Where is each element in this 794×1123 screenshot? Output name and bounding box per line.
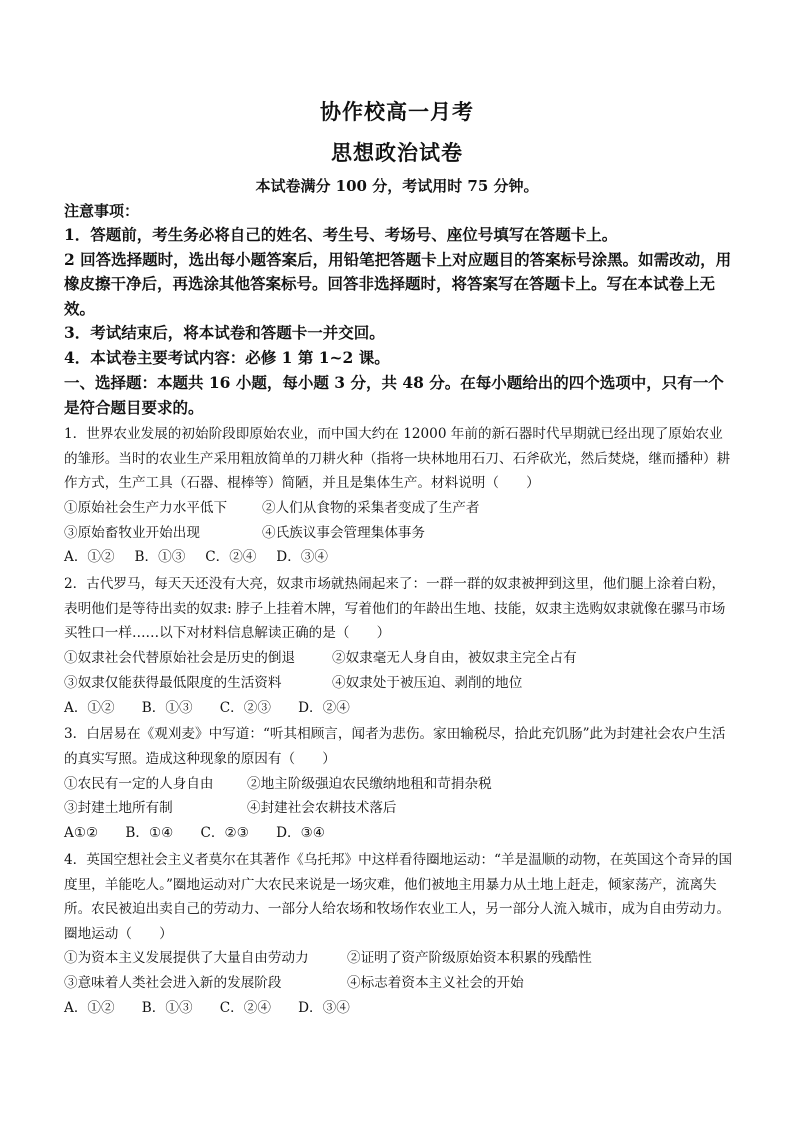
option-2: ②证明了资产阶级原始资本积累的残酷性 <box>347 950 592 967</box>
option-1: ①农民有一定的人身自由 <box>64 775 214 792</box>
option-4: ④封建社会农耕技术落后 <box>247 800 397 817</box>
option-4: ④氏族议事会管理集体事务 <box>262 524 426 541</box>
notice-item: 3．考试结束后，将本试卷和答题卡一并交回。 <box>64 323 385 342</box>
option-row <box>64 971 736 996</box>
option-row <box>64 946 736 971</box>
answer-choices: A．①② B．①③ C．②③ D．②④ <box>64 699 350 716</box>
option-2: ②地主阶级强迫农民缴纳地租和苛捐杂税 <box>247 775 492 792</box>
notice-item: 2 回答选择题时，选出每小题答案后，用铅笔把答题卡上对应题目的答案标号涂黑。如需改动，用橡皮擦干净后，再选涂其他答案标号。回答非选择题时，将答案写在答题卡上。写在本试卷上无效。 <box>64 249 732 318</box>
question-1 <box>64 422 736 570</box>
question-3 <box>64 722 736 846</box>
question-4 <box>64 848 736 1021</box>
option-2: ②人们从食物的采集者变成了生产者 <box>262 499 480 516</box>
option-4: ④标志着资本主义社会的开始 <box>347 975 524 992</box>
exam-content <box>64 199 736 1021</box>
answer-choices: A①② B．①④ C．②③ D．③④ <box>64 825 325 842</box>
option-1: ①奴隶社会代替原始社会是历史的倒退 <box>64 649 296 666</box>
answer-choices: A．①② B．①③ C．②④ D．③④ <box>64 549 328 566</box>
option-row <box>64 646 736 671</box>
notice-heading: 注意事项： <box>64 202 140 220</box>
option-4: ④奴隶处于被压迫、剥削的地位 <box>332 674 523 691</box>
notice-item: 1．答题前，考生务必将自己的姓名、考生号、考场号、座位号填写在答题卡上。 <box>64 225 618 244</box>
question-stem: 3．白居易在《观刈麦》中写道：“听其相顾言，闻者为悲伤。家田输税尽，拾此充饥肠”此为封建社会农户生活的真实写照。造成这种现象的原因有（ ） <box>64 726 726 767</box>
option-row <box>64 671 736 696</box>
option-2: ②奴隶毫无人身自由，被奴隶主完全占有 <box>332 649 577 666</box>
option-1: ①为资本主义发展提供了大量自由劳动力 <box>64 950 309 967</box>
option-row <box>64 796 736 821</box>
question-stem: 1．世界农业发展的初始阶段即原始农业，而中国大约在 12000 年前的新石器时代早期就已经出现了原始农业的雏形。当时的农业生产采用粗放简单的刀耕火种（指将一块林地用石刀、石斧砍光，然后焚烧，继而播种）耕作方式，生产工具（石器、棍棒等）简陋，并且是集体生产。材料说明（ ） <box>64 426 731 492</box>
exam-subject: 思想政治试卷 <box>331 140 463 165</box>
question-2 <box>64 572 736 720</box>
option-3: ③意味着人类社会进入新的发展阶段 <box>64 975 282 992</box>
option-3: ③封建土地所有制 <box>64 800 173 817</box>
option-3: ③奴隶仅能获得最低限度的生活资料 <box>64 674 282 691</box>
option-1: ①原始社会生产力水平低下 <box>64 499 228 516</box>
exam-title: 协作校高一月考 <box>320 99 474 124</box>
question-stem: 2．古代罗马，每天天还没有大亮，奴隶市场就热闹起来了：一群一群的奴隶被押到这里，他们腿上涂着白粉，表明他们是等待出卖的奴隶: 脖子上挂着木牌，写着他们的年龄出生地、技能，奴隶主选购奴隶就像在骡马市场买牲口一样……以下对材料信息解读正确的是（ ） <box>64 576 726 642</box>
question-stem: 4．英国空想社会主义者莫尔在其著作《乌托邦》中这样看待圈地运动：“羊是温顺的动物，在英国这个奇异的国度里，羊能吃人。”圈地运动对广大农民来说是一场灾难，他们被地主用暴力从土地上赶走，倾家荡产，流离失所。农民被迫出卖自己的劳动力、一部分人给农场和牧场作农业工人，另一部分人流入城市，成为自由劳动力。圈地运动（ ） <box>64 851 733 942</box>
option-row <box>64 521 736 546</box>
option-3: ③原始畜牧业开始出现 <box>64 524 200 541</box>
section-heading: 一、选择题：本题共 16 小题，每小题 3 分，共 48 分。在每小题给出的四个选项中，只有一个是符合题目要求的。 <box>64 373 724 417</box>
notice-section <box>64 199 736 370</box>
option-row <box>64 496 736 521</box>
exam-info: 本试卷满分 100 分，考试用时 75 分钟。 <box>255 177 539 195</box>
notice-item: 4．本试卷主要考试内容：必修 1 第 1~2 课。 <box>64 347 390 367</box>
answer-choices: A．①② B．①③ C．②④ D．③④ <box>64 999 350 1016</box>
option-row <box>64 772 736 797</box>
